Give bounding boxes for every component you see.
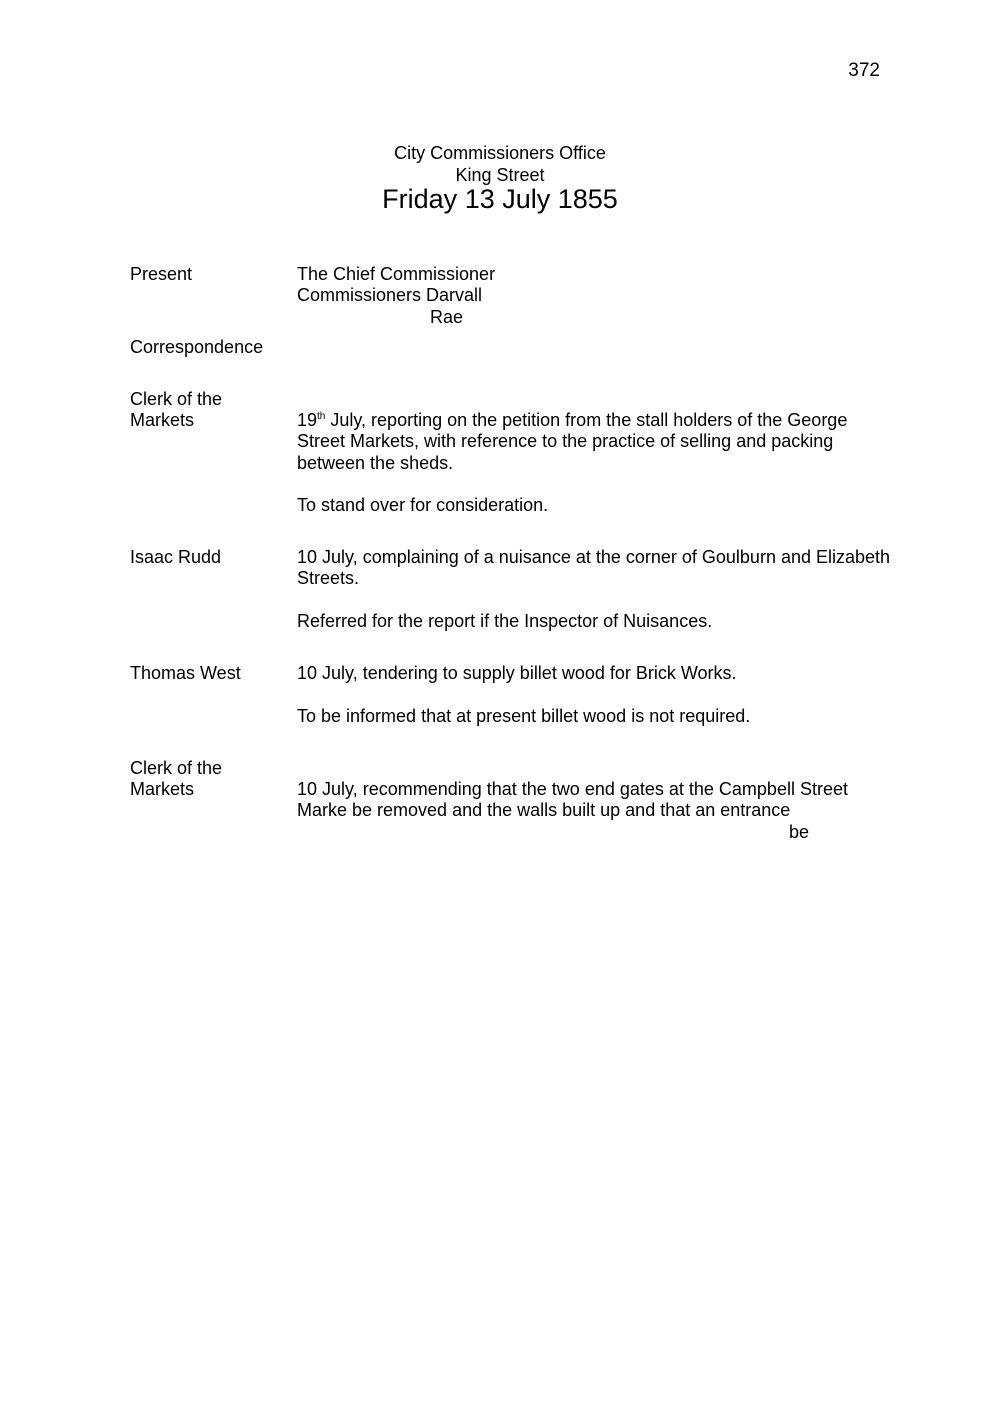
- entry-4-text: 10 July, recommending that the two end gates at the Campbell Street Marke be removed and the walls built up and that an entrance: [297, 779, 848, 821]
- entry-1-resolution: To stand over for consideration.: [297, 495, 549, 515]
- page-number: 372: [848, 60, 880, 81]
- entry-1-text: [297, 410, 877, 474]
- entry-3-from: Thomas West: [130, 663, 241, 683]
- entry-4-catchword: be: [789, 822, 810, 842]
- correspondence-label: Correspondence: [130, 337, 264, 357]
- entry-4-from-line-1: Clerk of the: [130, 758, 223, 778]
- entry-2-from: Isaac Rudd: [130, 547, 222, 567]
- entry-1-date-suffix: th: [317, 411, 326, 422]
- entry-1-from-line-2: Markets: [130, 410, 195, 430]
- present-line-1: The Chief Commissioner: [297, 264, 496, 284]
- header-office: City Commissioners Office: [394, 143, 606, 163]
- header-street: King Street: [455, 165, 545, 185]
- entry-1-date-day: 19: [297, 410, 318, 430]
- entry-3-text: 10 July, tendering to supply billet wood for Brick Works.: [297, 663, 737, 683]
- entry-3-resolution: To be informed that at present billet wood is not required.: [297, 706, 751, 726]
- entry-2-resolution: Referred for the report if the Inspector of Nuisances.: [297, 611, 713, 631]
- present-label: Present: [130, 264, 193, 284]
- entry-4-from-line-2: Markets: [130, 779, 195, 799]
- entry-1-from-line-1: Clerk of the: [130, 389, 223, 409]
- header-date: Friday 13 July 1855: [382, 184, 618, 214]
- present-line-2: Commissioners Darvall: [297, 285, 483, 305]
- entry-1-body: July, reporting on the petition from the stall holders of the George Street Markets, with reference to the practice of selling and packing between the sheds.: [297, 410, 848, 473]
- present-line-3: Rae: [430, 307, 464, 327]
- entry-2-text: 10 July, complaining of a nuisance at the corner of Goulburn and Elizabeth Streets.: [297, 547, 891, 589]
